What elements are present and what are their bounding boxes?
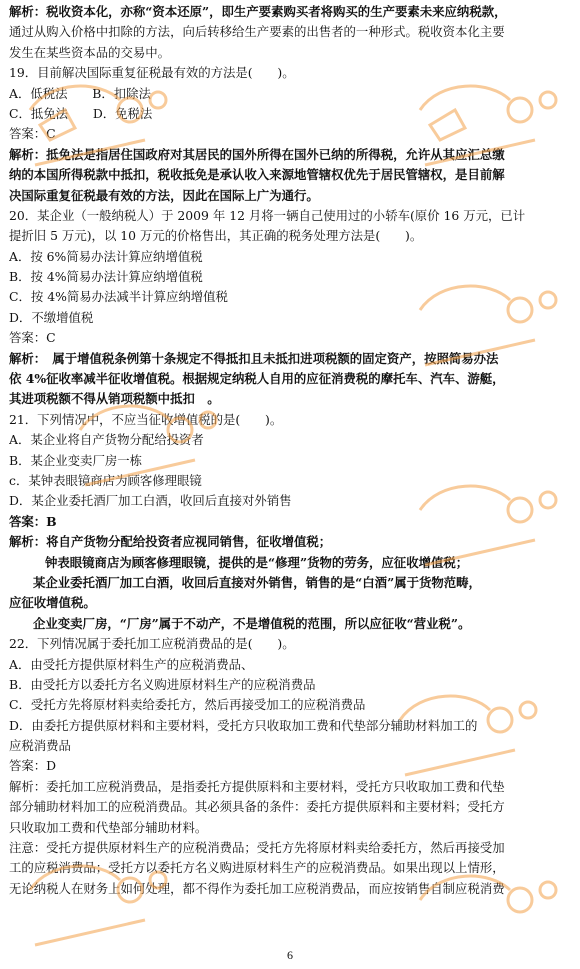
text-line: 纳的本国所得税款中抵扣，税收抵免是承认收入来源地管辖权优先于居民管辖权，是目前解 <box>9 167 505 183</box>
text-line: 工的应税消费品；受托方以委托方名义购进原材料生产的应税消费品。如果出现以上情形， <box>9 860 505 876</box>
text-line: A．由受托方提供原材料生产的应税消费品、 <box>9 656 254 672</box>
text-line: 22．下列情况属于委托加工应税消费品的是( )。 <box>9 636 295 652</box>
text-line: 解析：抵免法是指居住国政府对其居民的国外所得在国外已纳的所得税，允许从其应汇总缴 <box>9 146 505 162</box>
text-line: 解析：将自产货物分配给投资者应视同销售，征收增值税； <box>9 534 332 550</box>
text-line: C．按 4%简易办法减半计算应纳增值税 <box>9 289 228 305</box>
text-line: A．按 6%简易办法计算应纳增值税 <box>9 248 203 264</box>
text-line: 只收取加工费和代垫部分辅助材料。 <box>9 819 208 835</box>
text-line: 无论纳税人在财务上如何处理，都不得作为委托加工应税消费品，而应按销售自制应税消费 <box>9 880 505 896</box>
text-line: 依 4%征收率减半征收增值税。根据规定纳税人自用的应征消费税的摩托车、汽车、游艇， <box>9 371 505 387</box>
text-line: 答案：D <box>9 758 57 774</box>
text-line: 答案：B <box>9 513 57 529</box>
text-line: B．按 4%简易办法计算应纳增值税 <box>9 269 203 285</box>
text-line: 解析：税收资本化，亦称“资本还原”，即生产要素购买者将购买的生产要素未来应纳税款， <box>9 4 507 19</box>
text-line: 决国际重复征税最有效的方法，因此在国际上广为通行。 <box>9 187 319 203</box>
text-line: D．不缴增值税 <box>9 309 94 325</box>
text-line: 其进项税额不得从销项税额中抵扣 。 <box>9 391 220 407</box>
text-line: 提折旧 5 万元)，以 10 万元的价格售出，其正确的税务处理方法是( )。 <box>9 228 423 244</box>
text-line: B．由受托方以委托方名义购进原材料生产的应税消费品 <box>9 676 316 692</box>
text-line: D．由委托方提供原材料和主要材料，受托方只收取加工费和代垫部分辅助材料加工的 <box>9 717 478 733</box>
text-line: 部分辅助材料加工的应税消费品。其必须具备的条件：委托方提供原料和主要材料；受托方 <box>9 799 505 815</box>
text-line: 解析：委托加工应税消费品，是指委托方提供原料和主要材料，受托方只收取加工费和代垫 <box>9 778 505 794</box>
text-line: A．低税法 B．扣除法 <box>9 85 151 101</box>
text-line: 答案：C <box>9 330 56 346</box>
text-line: 发生在某些资本品的交易中。 <box>9 44 171 60</box>
text-line: 解析： 属于增值税条例第十条规定不得抵扣且未抵扣进项税额的固定资产，按照简易办法 <box>9 350 499 366</box>
text-line: 应税消费品 <box>9 738 71 754</box>
text-line: B．某企业变卖厂房一栋 <box>9 452 143 468</box>
document-body <box>9 2 575 899</box>
text-line: 通过从购入价格中扣除的方法，向后转移给生产要素的出售者的一种形式。税收资本化主要 <box>9 24 505 40</box>
text-line: 钟表眼镜商店为顾客修理眼镜，提供的是“修理”货物的劳务，应征收增值税； <box>45 554 469 570</box>
text-line: 应征收增值税。 <box>9 595 96 611</box>
text-line: 20．某企业（一般纳税人）于 2009 年 12 月将一辆自己使用过的小轿车(原价 16 万元，已计 <box>9 207 526 223</box>
page-number: 6 <box>287 948 293 962</box>
text-line: C．抵免法 D．免税法 <box>9 105 153 121</box>
text-line: 19．目前解决国际重复征税最有效的方法是( )。 <box>9 65 295 81</box>
text-line: 答案：C <box>9 126 56 142</box>
text-line: c．某钟表眼镜商店为顾客修理眼镜 <box>9 472 202 488</box>
text-line: 企业变卖厂房，“厂房”属于不动产，不是增值税的范围，所以应征收“营业税”。 <box>33 615 471 631</box>
text-line: C．受托方先将原材料卖给委托方，然后再接受加工的应税消费品 <box>9 697 366 713</box>
text-line: D．某企业委托酒厂加工白酒，收回后直接对外销售 <box>9 493 292 509</box>
text-line: A．某企业将自产货物分配给投资者 <box>9 432 204 448</box>
text-line: 21．下列情况中，不应当征收增值税的是( )。 <box>9 411 283 427</box>
text-line: 某企业委托酒厂加工白酒，收回后直接对外销售，销售的是“白酒”属于货物范畴， <box>33 574 481 590</box>
text-line: 注意：受托方提供原材料生产的应税消费品；受托方先将原材料卖给委托方，然后再接受加 <box>9 840 505 856</box>
